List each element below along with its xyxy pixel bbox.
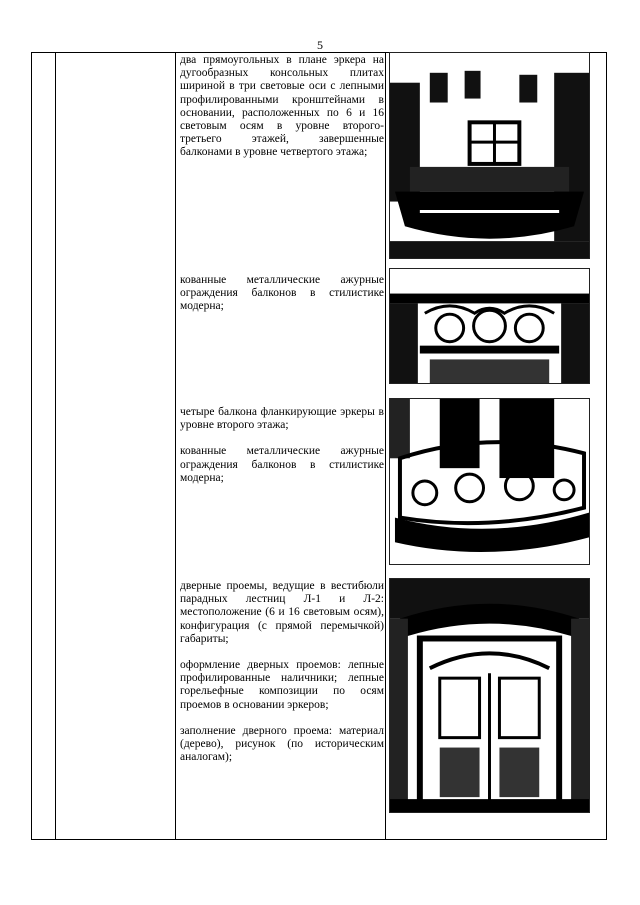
column-divider	[55, 53, 56, 839]
row-1-text	[180, 54, 384, 173]
corner-balcony-photo-icon	[389, 398, 590, 565]
row-3-paragraph-1: четыре балкона фланкирующие эркеры в уровне второго этажа;	[180, 406, 384, 432]
bay-window-photo-icon	[389, 52, 590, 259]
row-4-paragraph-2: оформление дверных проемов: лепные профилированные наличники; лепные горельефные композиции по осям проемов в основании эркеров;	[180, 659, 384, 711]
column-divider	[385, 53, 386, 839]
row-4-text	[180, 580, 384, 777]
balcony-railing-photo-icon	[389, 268, 590, 384]
page-number: 5	[317, 38, 323, 52]
entrance-door-photo-icon	[389, 578, 590, 813]
row-3-paragraph-2: кованные металлические ажурные ограждения балконов в стилистике модерна;	[180, 445, 384, 484]
row-4-paragraph-1: дверные проемы, ведущие в вестибюли парадных лестниц Л-1 и Л-2: местоположение (6 и 16 световым осям), конфигурация (с прямой перемычкой) габариты;	[180, 580, 384, 645]
row-1-paragraph-1: два прямоугольных в плане эркера на дугообразных консольных плитах шириной в три световые оси с лепными профилированными кронштейнами в основании, расположенных по 6 и 16 световым осям в уровне второго-третьего этажей, завершенные балконами в уровне четвертого этажа;	[180, 54, 384, 159]
row-3-text	[180, 406, 384, 498]
row-2-paragraph-1: кованные металлические ажурные ограждения балконов в стилистике модерна;	[180, 274, 384, 313]
column-divider	[175, 53, 176, 839]
row-2-text	[180, 274, 384, 327]
row-4-paragraph-3: заполнение дверного проема: материал (дерево), рисунок (по историческим аналогам);	[180, 724, 384, 764]
